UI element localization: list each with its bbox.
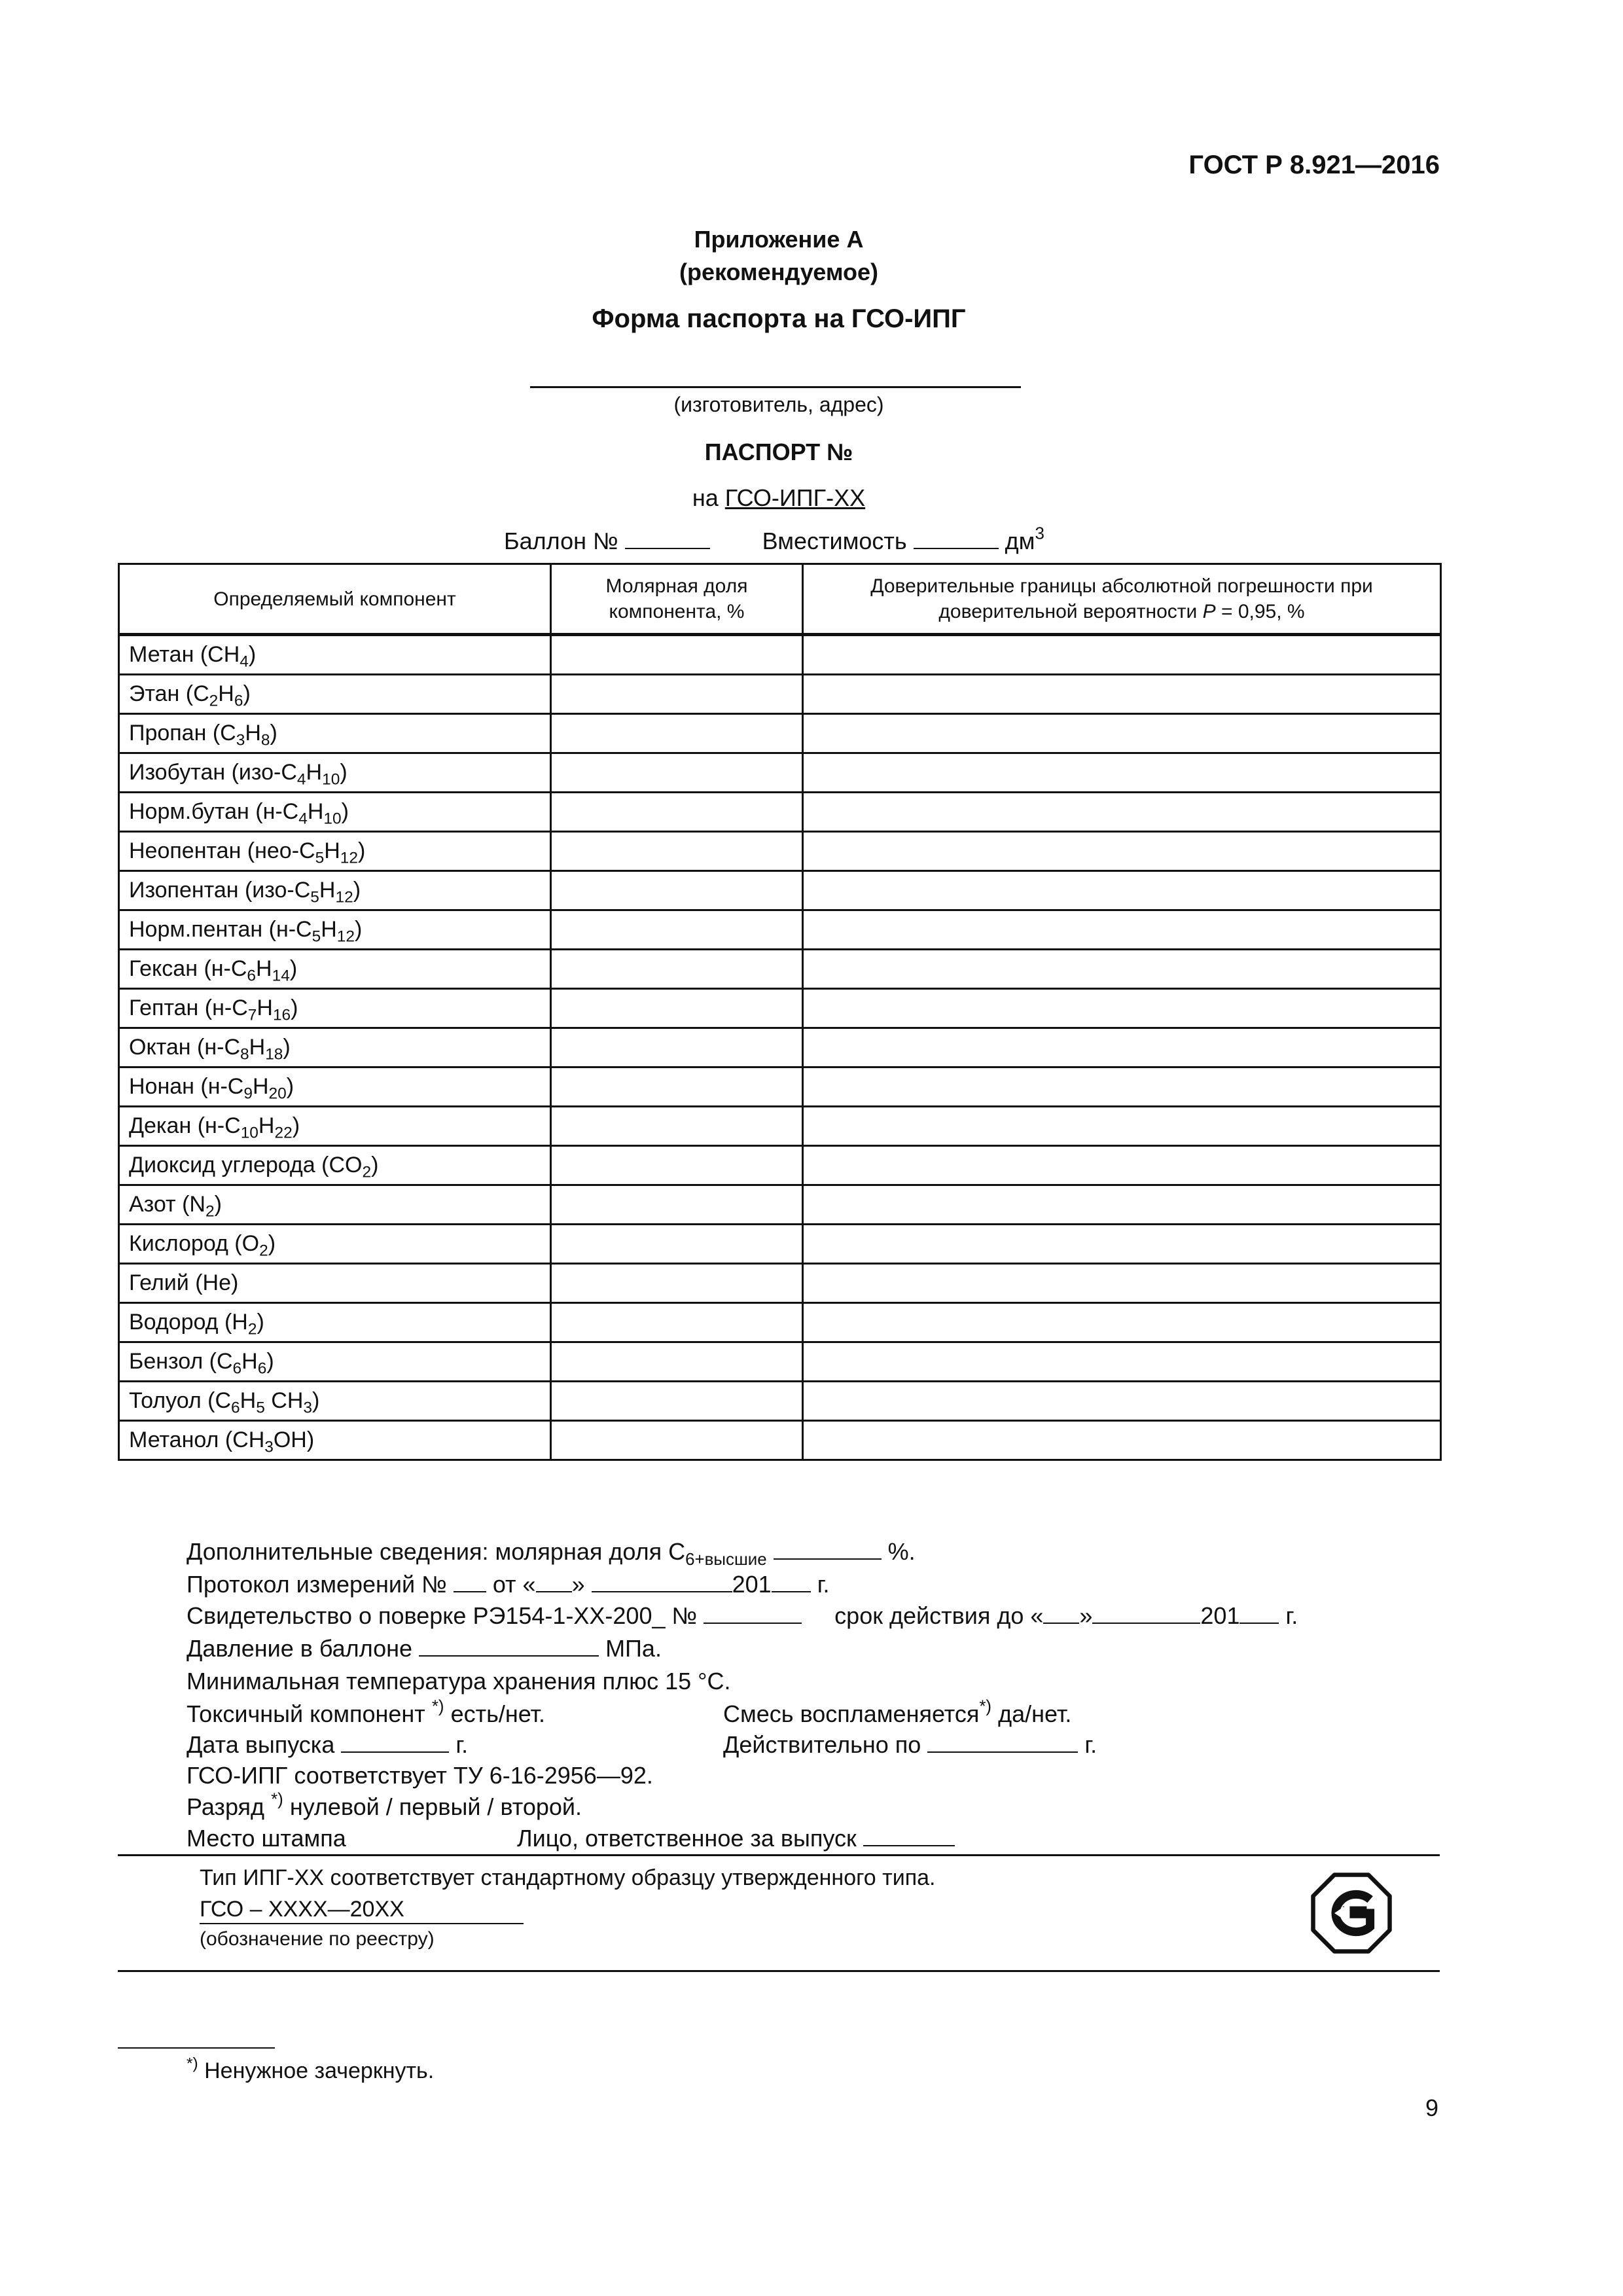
component-name: Толуол ($C_6H_5$ $CH_3$) [119, 1382, 551, 1421]
confidence-bounds-cell[interactable] [803, 1146, 1441, 1185]
component-name: Гелий (He) [119, 1264, 551, 1303]
cylinder-label: Баллон № [504, 528, 618, 554]
molar-fraction-cell[interactable] [551, 1067, 803, 1107]
min-temperature: Минимальная температура хранения плюс 15 °C. [187, 1668, 731, 1695]
table-row [119, 1028, 1441, 1067]
certificate-line: Свидетельство о поверке РЭ154-1-ХХ-200_ № срок действия до « » 201 г. [187, 1602, 1298, 1629]
table-row [119, 1421, 1441, 1460]
header-molar-fraction: Молярная доля компонента, % [551, 564, 803, 635]
confidence-bounds-cell[interactable] [803, 1067, 1441, 1107]
footnote-separator [118, 2047, 275, 2049]
confidence-bounds-cell[interactable] [803, 1028, 1441, 1067]
table-row [119, 714, 1441, 753]
table-body [119, 635, 1441, 1460]
valid-until-line: Действительно по г. [723, 1731, 1097, 1758]
footnote: *) Ненужное зачеркнуть. [187, 2054, 435, 2083]
confidence-bounds-cell[interactable] [803, 753, 1441, 793]
component-name: Нонан $(н-C_9H_{20})$ [119, 1067, 551, 1107]
molar-fraction-cell[interactable] [551, 1303, 803, 1342]
confidence-bounds-cell[interactable] [803, 950, 1441, 989]
component-name: Этан $(C_2H_6)$ [119, 675, 551, 714]
confidence-bounds-cell[interactable] [803, 635, 1441, 675]
table-row [119, 1225, 1441, 1264]
component-name: Метан $(CH_4)$ [119, 635, 551, 675]
table-row [119, 1303, 1441, 1342]
component-name: Пропан $(C_3H_8)$ [119, 714, 551, 753]
registry-underline [200, 1923, 524, 1924]
component-name: Неопентан $(нео-C_5H_{12})$ [119, 832, 551, 871]
table-row [119, 1382, 1441, 1421]
confidence-bounds-cell[interactable] [803, 1264, 1441, 1303]
confidence-bounds-cell[interactable] [803, 675, 1441, 714]
molar-fraction-cell[interactable] [551, 1146, 803, 1185]
appendix-type: (рекомендуемое) [679, 259, 878, 285]
table-row [119, 910, 1441, 950]
molar-fraction-cell[interactable] [551, 1421, 803, 1460]
additional-info-line: Дополнительные сведения: молярная доля $C_{6+высшие}$ %. [187, 1538, 916, 1569]
molar-fraction-cell[interactable] [551, 753, 803, 793]
table-row [119, 1107, 1441, 1146]
cylinder-line [504, 524, 1044, 555]
registry-caption: (обозначение по реестру) [200, 1928, 435, 1950]
table-row [119, 793, 1441, 832]
additional-blank [774, 1539, 882, 1560]
molar-fraction-cell[interactable] [551, 989, 803, 1028]
confidence-bounds-cell[interactable] [803, 1185, 1441, 1225]
table-row [119, 753, 1441, 793]
capacity-unit: $дм^3$ [1005, 524, 1044, 554]
component-name: Норм.пентан $(н-C_5H_{12})$ [119, 910, 551, 950]
passport-on-value: ГСО-ИПГ-ХХ [724, 484, 866, 511]
flammable-line: Смесь воспламеняется*) да/нет. [723, 1697, 1072, 1727]
confidence-bounds-cell[interactable] [803, 1382, 1441, 1421]
registry-value: ГСО – ХХХХ—20ХХ [200, 1897, 404, 1922]
molar-fraction-cell[interactable] [551, 1028, 803, 1067]
molar-fraction-cell[interactable] [551, 714, 803, 753]
passport-subject [0, 484, 1558, 512]
molar-fraction-cell[interactable] [551, 793, 803, 832]
confidence-bounds-cell[interactable] [803, 832, 1441, 871]
divider-bottom [118, 1970, 1440, 1972]
molar-fraction-cell[interactable] [551, 1107, 803, 1146]
table-row [119, 1067, 1441, 1107]
table-row [119, 635, 1441, 675]
certificate-number-blank [704, 1603, 802, 1624]
release-date-blank [341, 1732, 449, 1753]
confidence-bounds-cell[interactable] [803, 1342, 1441, 1382]
component-name: Бензол $(C_6H_6)$ [119, 1342, 551, 1382]
component-name: Декан $(н-C_{10}H_{22})$ [119, 1107, 551, 1146]
confidence-bounds-cell[interactable] [803, 1421, 1441, 1460]
capacity-blank [914, 528, 999, 549]
pressure-line: Давление в баллоне МПа. [187, 1635, 662, 1662]
valid-until-blank [927, 1732, 1078, 1753]
molar-fraction-cell[interactable] [551, 871, 803, 910]
confidence-bounds-cell[interactable] [803, 1107, 1441, 1146]
component-name: Водород $(H_2)$ [119, 1303, 551, 1342]
components-table [118, 563, 1442, 1461]
tu-compliance: ГСО-ИПГ соответствует ТУ 6-16-2956—92. [187, 1762, 653, 1789]
molar-fraction-cell[interactable] [551, 1225, 803, 1264]
header-confidence-bounds: Доверительные границы абсолютной погрешности при доверительной вероятности P = 0,95, % [803, 564, 1441, 635]
molar-fraction-cell[interactable] [551, 950, 803, 989]
table-header-row [119, 564, 1441, 635]
protocol-number-blank [454, 1571, 486, 1592]
molar-fraction-cell[interactable] [551, 910, 803, 950]
table-row [119, 950, 1441, 989]
maker-caption: (изготовитель, адрес) [673, 393, 884, 416]
release-date-line: Дата выпуска г. [187, 1731, 469, 1758]
header-component: Определяемый компонент [119, 564, 551, 635]
form-title: Форма паспорта на ГСО-ИПГ [592, 304, 966, 333]
capacity-label: Вместимость [762, 528, 907, 554]
passport-title: ПАСПОРТ № [704, 439, 853, 465]
table-row [119, 1146, 1441, 1185]
component-name: Азот $(N_2)$ [119, 1185, 551, 1225]
responsible-blank [863, 1825, 955, 1846]
table-row [119, 832, 1441, 871]
molar-fraction-cell[interactable] [551, 832, 803, 871]
component-name: Гексан $(н-C_6H_{14})$ [119, 950, 551, 989]
component-name: Октан $(н-C_8H_{18})$ [119, 1028, 551, 1067]
molar-fraction-cell[interactable] [551, 1382, 803, 1421]
molar-fraction-cell[interactable] [551, 1264, 803, 1303]
type-compliance-text: Тип ИПГ-ХХ соответствует стандартному образцу утвержденного типа. [200, 1865, 936, 1890]
component-name: Норм.бутан $(н-C_4H_{10})$ [119, 793, 551, 832]
component-name: Метанол $(CH_3OH)$ [119, 1421, 551, 1460]
confidence-bounds-cell[interactable] [803, 1303, 1441, 1342]
component-name: Гептан $(н-C_7H_{16})$ [119, 989, 551, 1028]
component-name: Изобутан $(изо-C_4H_{10})$ [119, 753, 551, 793]
confidence-bounds-cell[interactable] [803, 871, 1441, 910]
protocol-line: Протокол измерений № от « » 201 г. [187, 1571, 830, 1598]
pressure-blank [419, 1636, 599, 1657]
molar-fraction-cell[interactable] [551, 1185, 803, 1225]
component-name: Диоксид углерода $(CO_2)$ [119, 1146, 551, 1185]
page-number: 9 [1425, 2094, 1439, 2121]
table-row [119, 1185, 1441, 1225]
confidence-bounds-cell[interactable] [803, 793, 1441, 832]
stamp-place: Место штампа [187, 1825, 346, 1852]
component-name: Кислород $(O_2)$ [119, 1225, 551, 1264]
passport-on-prefix: на [692, 484, 719, 511]
protocol-month-blank [592, 1571, 732, 1592]
document-code: ГОСТ Р 8.921—2016 [1188, 151, 1440, 179]
table-row [119, 675, 1441, 714]
maker-blank-line [530, 386, 1021, 388]
cylinder-number-blank [625, 528, 710, 549]
molar-fraction-cell[interactable] [551, 675, 803, 714]
appendix-title: Приложение А [694, 226, 864, 253]
confidence-bounds-cell[interactable] [803, 714, 1441, 753]
divider-top [118, 1854, 1440, 1856]
table-row [119, 1264, 1441, 1303]
confidence-bounds-cell[interactable] [803, 1225, 1441, 1264]
table-row [119, 989, 1441, 1028]
table-row [119, 1342, 1441, 1382]
gost-approval-mark-icon [1309, 1871, 1394, 1956]
responsible-line: Лицо, ответственное за выпуск [517, 1825, 955, 1852]
confidence-bounds-cell[interactable] [803, 910, 1441, 950]
component-name: Изопентан $(изо-C_5H_{12})$ [119, 871, 551, 910]
molar-fraction-cell[interactable] [551, 635, 803, 675]
table-row [119, 871, 1441, 910]
toxic-line: Токсичный компонент *) есть/нет. [187, 1697, 546, 1727]
molar-fraction-cell[interactable] [551, 1342, 803, 1382]
confidence-bounds-cell[interactable] [803, 989, 1441, 1028]
category-line: Разряд *) нулевой / первый / второй. [187, 1790, 582, 1820]
